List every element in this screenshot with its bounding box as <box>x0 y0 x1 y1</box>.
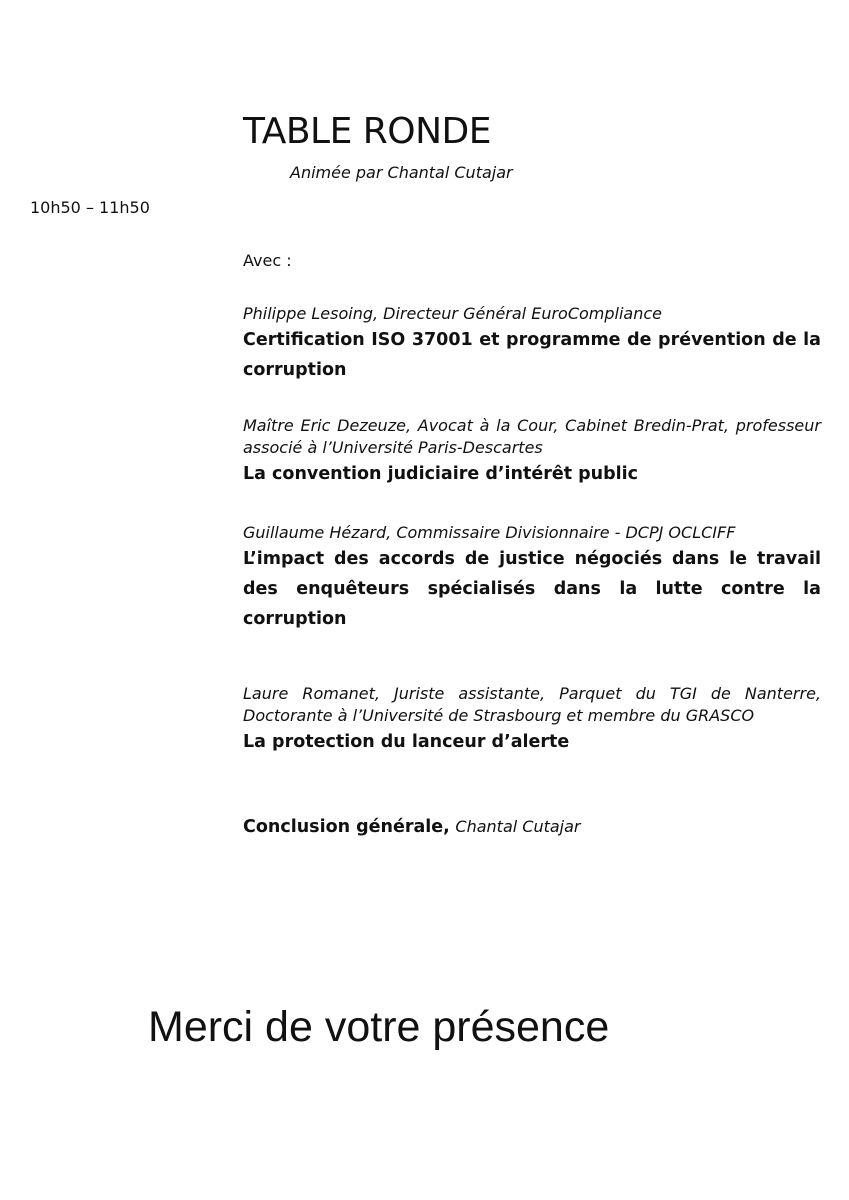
talk-block-4 <box>243 683 821 757</box>
talk-speaker: Laure Romanet, Juriste assistante, Parquet du TGI de Nanterre, Doctorante à l’Université de Strasbourg et membre du GRASCO <box>243 684 821 725</box>
closing-message: Merci de votre présence <box>148 1003 610 1051</box>
talk-title: L’impact des accords de justice négociés dans le travail des enquêteurs spécialisés dans la lutte contre la corruption <box>243 549 821 629</box>
talk-speaker: Philippe Lesoing, Directeur Général EuroCompliance <box>243 304 663 323</box>
time-slot: 10h50 – 11h50 <box>30 198 150 217</box>
talk-title: La convention judiciaire d’intérêt public <box>243 464 639 484</box>
talk-speaker: Guillaume Hézard, Commissaire Divisionnaire - DCPJ OCLCIFF <box>243 523 736 542</box>
talk-block-3 <box>243 522 821 634</box>
talk-title: Certification ISO 37001 et programme de prévention de la corruption <box>243 330 821 380</box>
talk-speaker: Maître Eric Dezeuze, Avocat à la Cour, Cabinet Bredin-Prat, professeur associé à l’Université Paris-Descartes <box>243 416 821 457</box>
page-title: TABLE RONDE <box>243 111 492 152</box>
intro-label: Avec : <box>243 251 292 270</box>
talk-block-2 <box>243 415 821 489</box>
conclusion-line <box>243 814 581 840</box>
conclusion-label: Conclusion générale, <box>243 817 450 837</box>
talk-block-1 <box>243 303 821 385</box>
moderator-line: Animée par Chantal Cutajar <box>290 163 513 182</box>
conclusion-speaker: Chantal Cutajar <box>455 817 581 836</box>
talk-title: La protection du lanceur d’alerte <box>243 732 570 752</box>
